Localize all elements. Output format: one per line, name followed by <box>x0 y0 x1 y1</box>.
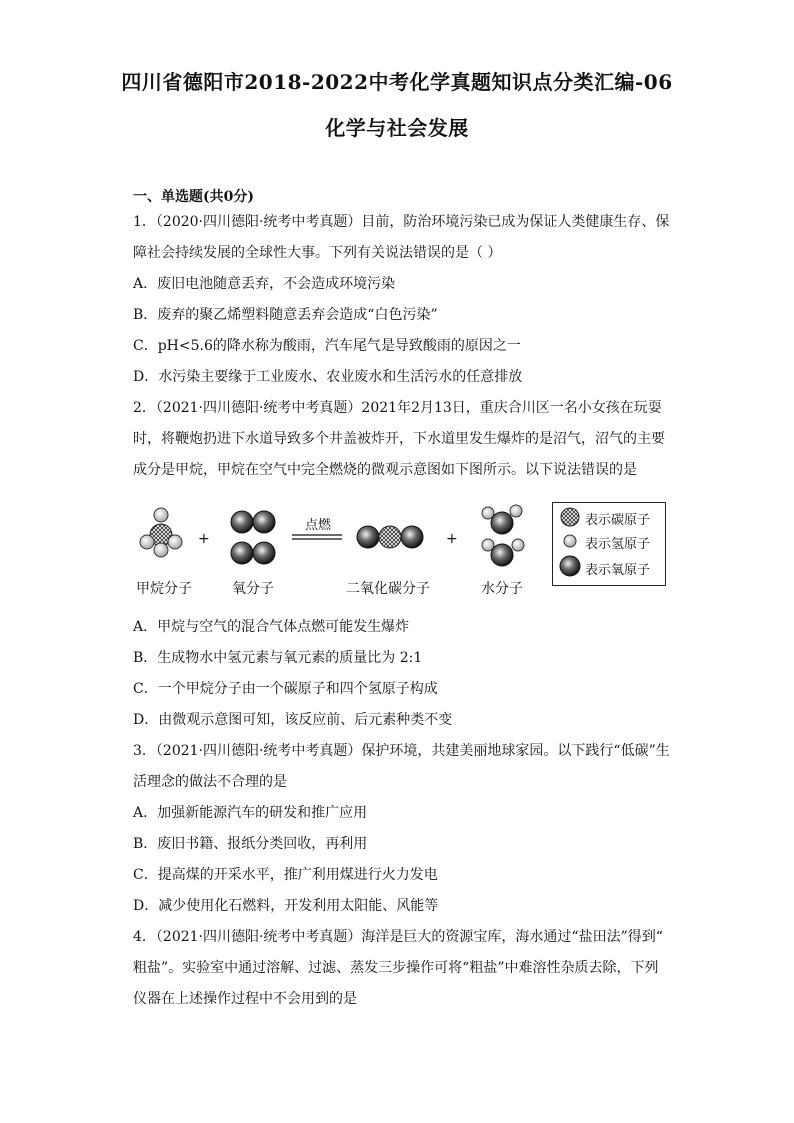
oxygen-atom <box>253 511 275 533</box>
hydrogen-atom <box>140 535 154 549</box>
legend-oxygen-text: 表示氧原子 <box>585 563 651 578</box>
plus-sign-2: + <box>446 531 458 547</box>
q3-option-a: A．加强新能源汽车的研发和推广应用 <box>133 805 368 821</box>
q1-option-b: B．废弃的聚乙烯塑料随意丢弃会造成“白色污染” <box>133 307 438 323</box>
hydrogen-atom <box>154 508 168 522</box>
q4-stem-line2: 粗盐”。实验室中通过溶解、过滤、蒸发三步操作可将“粗盐”中难溶性杂质去除，下列 <box>133 960 659 976</box>
oxygen-atom <box>231 511 253 533</box>
oxygen-atom <box>491 544 513 566</box>
q1-option-c: C．pH<5.6的降水称为酸雨，汽车尾气是导致酸雨的原因之一 <box>133 338 521 354</box>
water-label: 水分子 <box>481 581 523 597</box>
carbon-dioxide-molecule <box>357 526 423 548</box>
methane-combustion-diagram <box>124 498 672 604</box>
plus-sign-1: + <box>198 531 210 547</box>
oxygen-molecules <box>231 511 275 564</box>
hydrogen-atom <box>154 543 168 557</box>
q4-stem-line3: 仪器在上述操作过程中不会用到的是 <box>133 991 357 1007</box>
q2-option-b: B．生成物水中氢元素与氧元素的质量比为 2:1 <box>133 650 423 666</box>
q2-option-a: A．甲烷与空气的混合气体点燃可能发生爆炸 <box>133 619 410 635</box>
legend-hydrogen-text: 表示氢原子 <box>585 537 651 552</box>
q3-option-d: D．减少使用化石燃料，开发利用太阳能、风能等 <box>133 898 439 914</box>
q2-option-c: C．一个甲烷分子由一个碳原子和四个氢原子构成 <box>133 681 438 697</box>
q3-stem-line2: 活理念的做法不合理的是 <box>133 774 287 790</box>
q1-stem-line1: 1．（2020·四川德阳·统考中考真题）目前，防治环境污染已成为保证人类健康生存、保 <box>133 214 670 230</box>
q1-stem-line2: 障社会持续发展的全球性大事。下列有关说法错误的是（ ） <box>133 245 502 261</box>
q3-option-b: B．废旧书籍、报纸分类回收，再利用 <box>133 836 368 852</box>
methane-label: 甲烷分子 <box>136 581 192 597</box>
oxygen-atom <box>401 526 423 548</box>
oxygen-atom <box>253 542 275 564</box>
q2-stem-line1: 2．（2021·四川德阳·统考中考真题）2021年2月13日，重庆合川区一名小女孩在玩耍 <box>133 400 662 416</box>
section-heading: 一、单选题(共0分) <box>133 189 254 205</box>
document-title-line1: 四川省德阳市2018-2022中考化学真题知识点分类汇编-06 <box>121 70 673 94</box>
q3-option-c: C．提高煤的开采水平，推广利用煤进行火力发电 <box>133 867 438 883</box>
q2-stem-line2: 时，将鞭炮扔进下水道导致多个井盖被炸开，下水道里发生爆炸的是沼气，沼气的主要 <box>133 431 665 447</box>
co2-label: 二氧化碳分子 <box>346 581 430 597</box>
methane-molecule <box>140 508 182 557</box>
oxygen-label: 氧分子 <box>232 581 274 597</box>
reaction-condition: 点燃 <box>305 518 332 533</box>
oxygen-atom <box>231 542 253 564</box>
q2-stem-line3: 成分是甲烷，甲烷在空气中完全燃烧的微观示意图如下图所示。以下说法错误的是 <box>133 462 637 478</box>
legend-carbon-text: 表示碳原子 <box>585 513 651 528</box>
q1-option-a: A．废旧电池随意丢弃，不会造成环境污染 <box>133 276 396 292</box>
water-molecules <box>482 505 524 566</box>
legend-box <box>552 502 666 586</box>
q1-option-d: D．水污染主要缘于工业废水、农业废水和生活污水的任意排放 <box>133 369 523 385</box>
oxygen-atom <box>491 512 513 534</box>
q2-option-d: D．由微观示意图可知，该反应前、后元素种类不变 <box>133 712 453 728</box>
document-title-line2: 化学与社会发展 <box>325 116 469 140</box>
hydrogen-atom <box>512 539 524 551</box>
hydrogen-atom <box>510 505 522 517</box>
hydrogen-atom <box>168 535 182 549</box>
carbon-atom <box>379 526 401 548</box>
oxygen-atom <box>357 526 379 548</box>
q4-stem-line1: 4．（2021·四川德阳·统考中考真题）海洋是巨大的资源宝库，海水通过“盐田法”得到“ <box>133 929 663 945</box>
q3-stem-line1: 3．（2021·四川德阳·统考中考真题）保护环境，共建美丽地球家园。以下践行“低碳”生 <box>133 743 670 759</box>
